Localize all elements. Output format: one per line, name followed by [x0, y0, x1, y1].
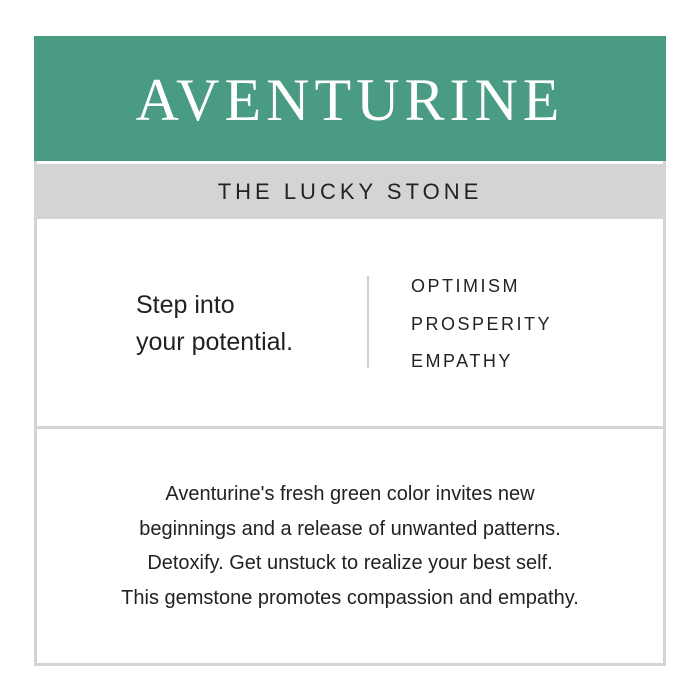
title-band	[34, 36, 666, 161]
quality-item: PROSPERITY	[411, 313, 553, 334]
quality-item: EMPATHY	[411, 351, 513, 371]
horizontal-divider	[37, 426, 663, 429]
qualities-list	[411, 271, 552, 384]
tagline-line-1: Step into	[136, 291, 235, 319]
tagline-line-2: your potential.	[136, 328, 294, 356]
description-line: beginnings and a release of unwanted patterns.	[139, 517, 561, 540]
tagline-section	[37, 219, 663, 426]
page-title: AVENTURINE	[135, 66, 565, 133]
stone-card	[34, 36, 666, 666]
vertical-divider	[367, 276, 369, 368]
description	[37, 477, 663, 615]
description-line: Detoxify. Get unstuck to realize your best self.	[147, 552, 553, 574]
quality-item: OPTIMISM	[411, 276, 520, 296]
description-line: Aventurine's fresh green color invites new	[165, 483, 535, 505]
subtitle: THE LUCKY STONE	[217, 178, 483, 204]
description-line: This gemstone promotes compassion and empathy.	[121, 586, 579, 609]
subtitle-band	[34, 164, 666, 219]
tagline	[136, 287, 293, 361]
